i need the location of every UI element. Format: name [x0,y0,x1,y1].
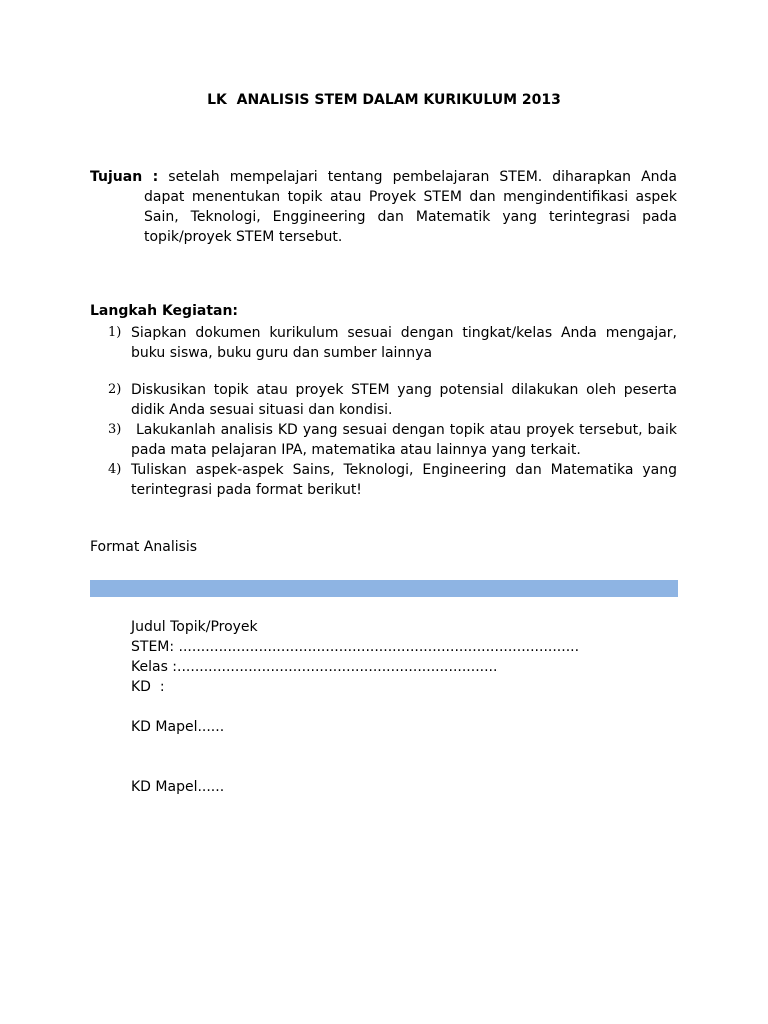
step-item [90,460,677,500]
kd-line: KD : [131,679,165,695]
tujuan-paragraph [90,167,677,247]
langkah-heading: Langkah Kegiatan: [90,303,239,319]
step-number: 1) [108,325,122,340]
step-number: 2) [108,382,122,397]
kd-mapel-line: KD Mapel...... [131,779,225,795]
step-number: 4) [108,462,122,477]
tujuan-label: Tujuan : [90,169,159,185]
stem-line: STEM: .......................................................................................... [131,639,580,655]
step-item [90,380,677,420]
format-analisis-label: Format Analisis [90,539,198,555]
step-number: 3) [108,422,122,437]
step-item [90,323,677,363]
kd-mapel-line: KD Mapel...... [131,719,225,735]
tujuan-section [90,167,677,247]
step-text: Diskusikan topik atau proyek STEM yang potensial dilakukan oleh peserta didik Anda sesuai situasi dan kondisi. [131,382,677,418]
tujuan-text: setelah mempelajari tentang pembelajaran STEM. diharapkan Anda dapat menentukan topik atau Proyek STEM dan mengindentifikasi aspek Sain, Teknologi, Enggineering dan Matematik yang terintegrasi pada topik/proyek STEM tersebut. [144,169,677,245]
table-header-bar [90,580,678,597]
step-text: Lakukanlah analisis KD yang sesuai dengan topik atau proyek tersebut, baik pada mata pelajaran IPA, matematika atau lainnya yang terkait. [131,422,682,458]
judul-topik-line: Judul Topik/Proyek [131,619,258,635]
step-text: Siapkan dokumen kurikulum sesuai dengan tingkat/kelas Anda mengajar, buku siswa, buku guru dan sumber lainnya [131,325,677,361]
kelas-line: Kelas :........................................................................ [131,659,498,675]
page-title: LK ANALISIS STEM DALAM KURIKULUM 2013 [207,92,561,108]
step-item [90,420,682,460]
step-text: Tuliskan aspek-aspek Sains, Teknologi, Engineering dan Matematika yang terintegrasi pada format berikut! [131,462,677,498]
